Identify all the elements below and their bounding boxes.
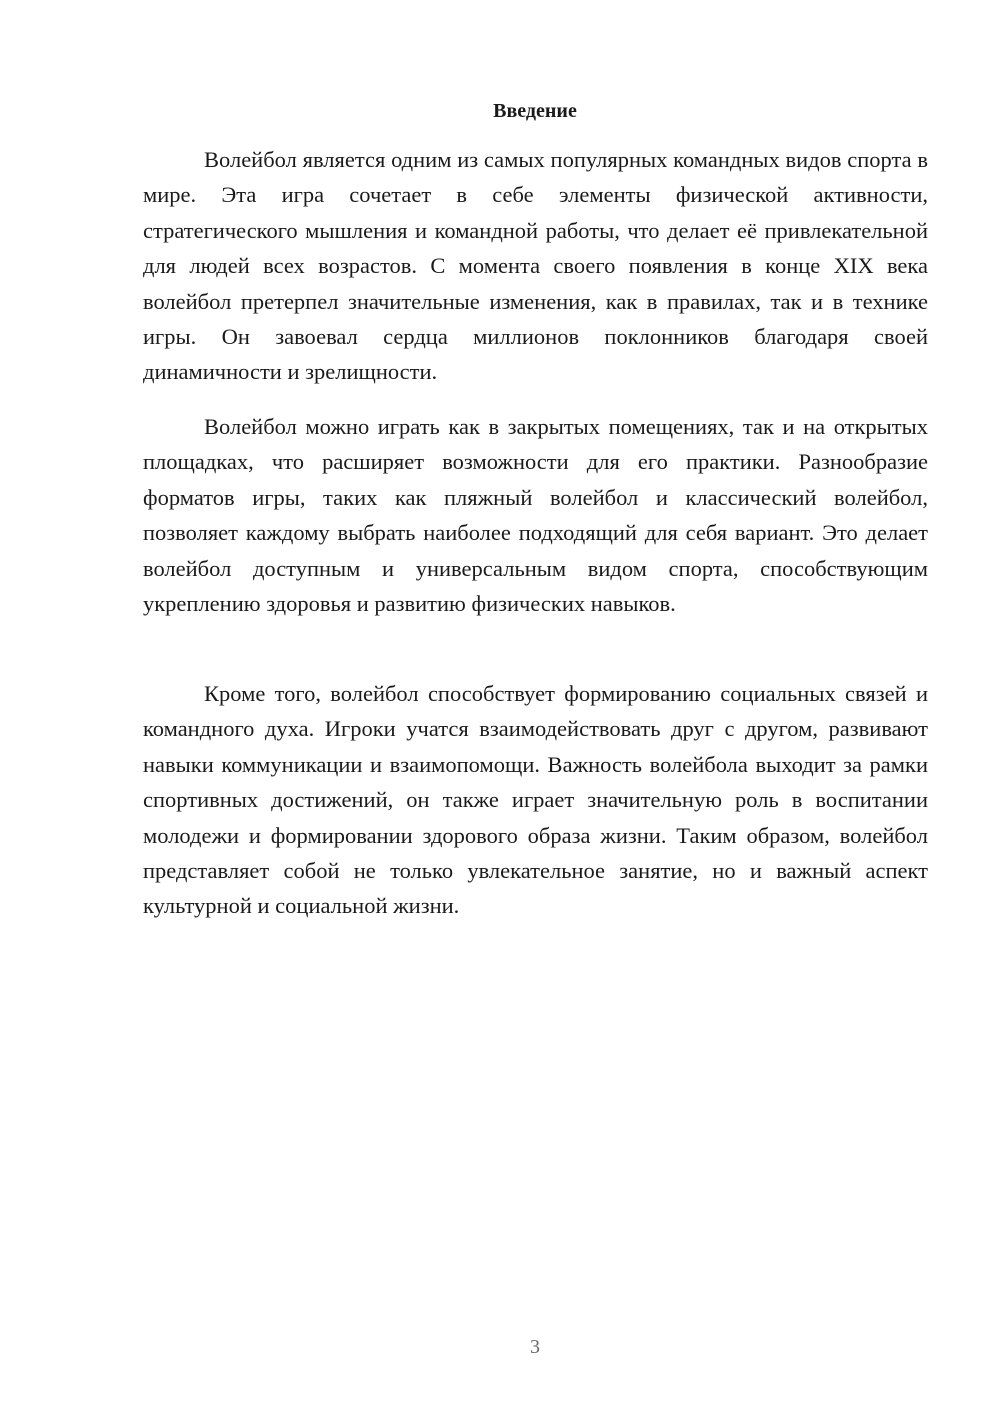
body-paragraph: Кроме того, волейбол способствует формированию социальных связей и командного духа. Игроки учатся взаимодействовать друг с другом, развивают навыки коммуникации и взаимопомощи. Важность волейбола выходит за рамки спортивных достижений, он также играет значительную роль в воспитании молодежи и формировании здорового образа жизни. Таким образом, волейбол представляет собой не только увлекательное занятие, но и важный аспект культурной и социальной жизни. <box>143 681 928 919</box>
body-paragraph: Волейбол можно играть как в закрытых помещениях, так и на открытых площадках, что расширяет возможности для его практики. Разнообразие форматов игры, таких как пляжный волейбол и классический волейбол, позволяет каждому выбрать наиболее подходящий для себя вариант. Это делает волейбол доступным и универсальным видом спорта, способствующим укреплению здоровья и развитию физических навыков. <box>143 414 928 617</box>
page-title: Введение <box>493 100 577 122</box>
page-number: 3 <box>530 1336 540 1358</box>
body-paragraph: Волейбол является одним из самых популярных командных видов спорта в мире. Эта игра сочетает в себе элементы физической активности, стратегического мышления и командной работы, что делает её привлекательной для людей всех возрастов. С момента своего появления в конце XIX века волейбол претерпел значительные изменения, как в правилах, так и в технике игры. Он завоевал сердца миллионов поклонников благодаря своей динамичности и зрелищности. <box>143 147 928 385</box>
